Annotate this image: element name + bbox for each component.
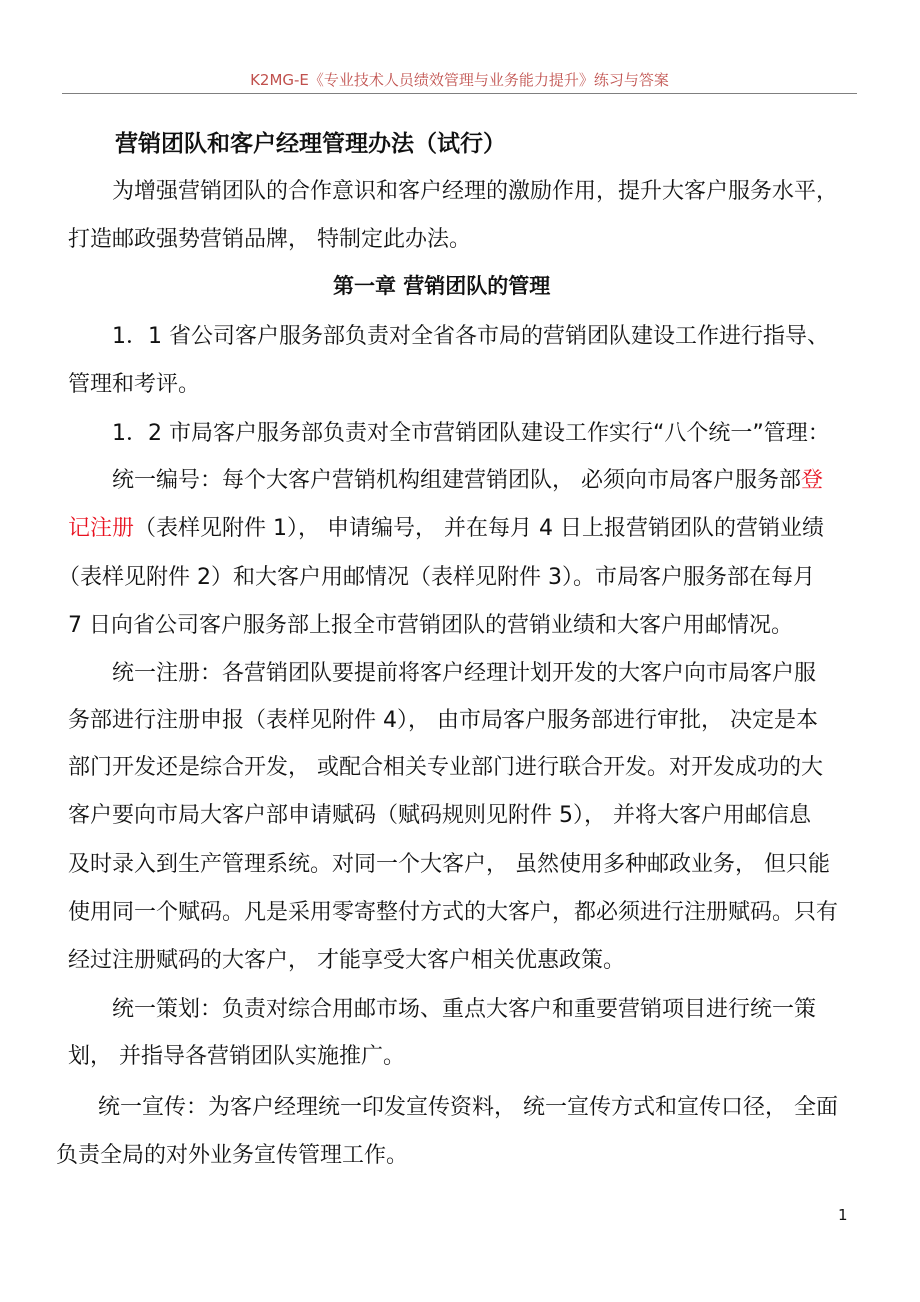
page-number: 1 xyxy=(838,1206,848,1224)
paragraph-line: 部门开发还是综合开发， 或配合相关专业部门进行联合开发。对开发成功的大 xyxy=(68,755,823,780)
paragraph-line: 打造邮政强势营销品牌， 特制定此办法。 xyxy=(68,227,471,252)
paragraph-line: 使用同一个赋码。凡是采用零寄整付方式的大客户，都必须进行注册赋码。只有 xyxy=(68,900,839,925)
paragraph-line: 负责全局的对外业务宣传管理工作。 xyxy=(56,1143,409,1168)
paragraph-line: 客户要向市局大客户部申请赋码（赋码规则见附件 5）， 并将大客户用邮信息 xyxy=(68,803,811,828)
paragraph-line: 务部进行注册申报（表样见附件 4）， 由市局客户服务部进行审批， 决定是本 xyxy=(68,708,818,733)
paragraph-line: 管理和考评。 xyxy=(68,372,201,397)
paragraph-line: 1．2 市局客户服务部负责对全市营销团队建设工作实行“八个统一”管理： xyxy=(112,421,830,446)
paragraph-line: （表样见附件 2）和大客户用邮情况（表样见附件 3）。市局客户服务部在每月 xyxy=(58,565,815,590)
line-text: 统一编号：每个大客户营销机构组建营销团队， 必须向市局客户服务部 xyxy=(112,468,801,493)
paragraph-line: 经过注册赋码的大客户， 才能享受大客户相关优惠政策。 xyxy=(68,948,625,973)
paragraph-line: 统一注册：各营销团队要提前将客户经理计划开发的大客户向市局客户服 xyxy=(112,661,817,686)
paragraph-line: 及时录入到生产管理系统。对同一个大客户， 虽然使用多种邮政业务， 但只能 xyxy=(68,852,830,877)
document-title: 营销团队和客户经理管理办法（试行） xyxy=(115,131,506,157)
paragraph-line xyxy=(112,466,823,496)
chapter-heading: 第一章 营销团队的管理 xyxy=(333,273,551,298)
paragraph-line: 1．1 省公司客户服务部负责对全省各市局的营销团队建设工作进行指导、 xyxy=(112,324,829,349)
header-divider xyxy=(62,93,857,94)
register-link-end[interactable]: 记注册 xyxy=(68,516,135,541)
paragraph-line: 统一策划：负责对综合用邮市场、重点大客户和重要营销项目进行统一策 xyxy=(112,997,817,1022)
paragraph-line: 7 日向省公司客户服务部上报全市营销团队的营销业绩和大客户用邮情况。 xyxy=(68,613,793,638)
register-link-start[interactable]: 登 xyxy=(801,468,824,493)
paragraph-line: 为增强营销团队的合作意识和客户经理的激励作用，提升大客户服务水平， xyxy=(112,179,839,204)
line-text: （表样见附件 1）， 申请编号， 并在每月 4 日上报营销团队的营销业绩 xyxy=(134,516,824,541)
paragraph-line: 统一宣传：为客户经理统一印发宣传资料， 统一宣传方式和宣传口径， 全面 xyxy=(98,1095,838,1120)
paragraph-line: 划， 并指导各营销团队实施推广。 xyxy=(68,1044,405,1069)
paragraph-line xyxy=(68,514,824,544)
page-header: K2MG-E《专业技术人员绩效管理与业务能力提升》练习与答案 xyxy=(250,71,669,89)
